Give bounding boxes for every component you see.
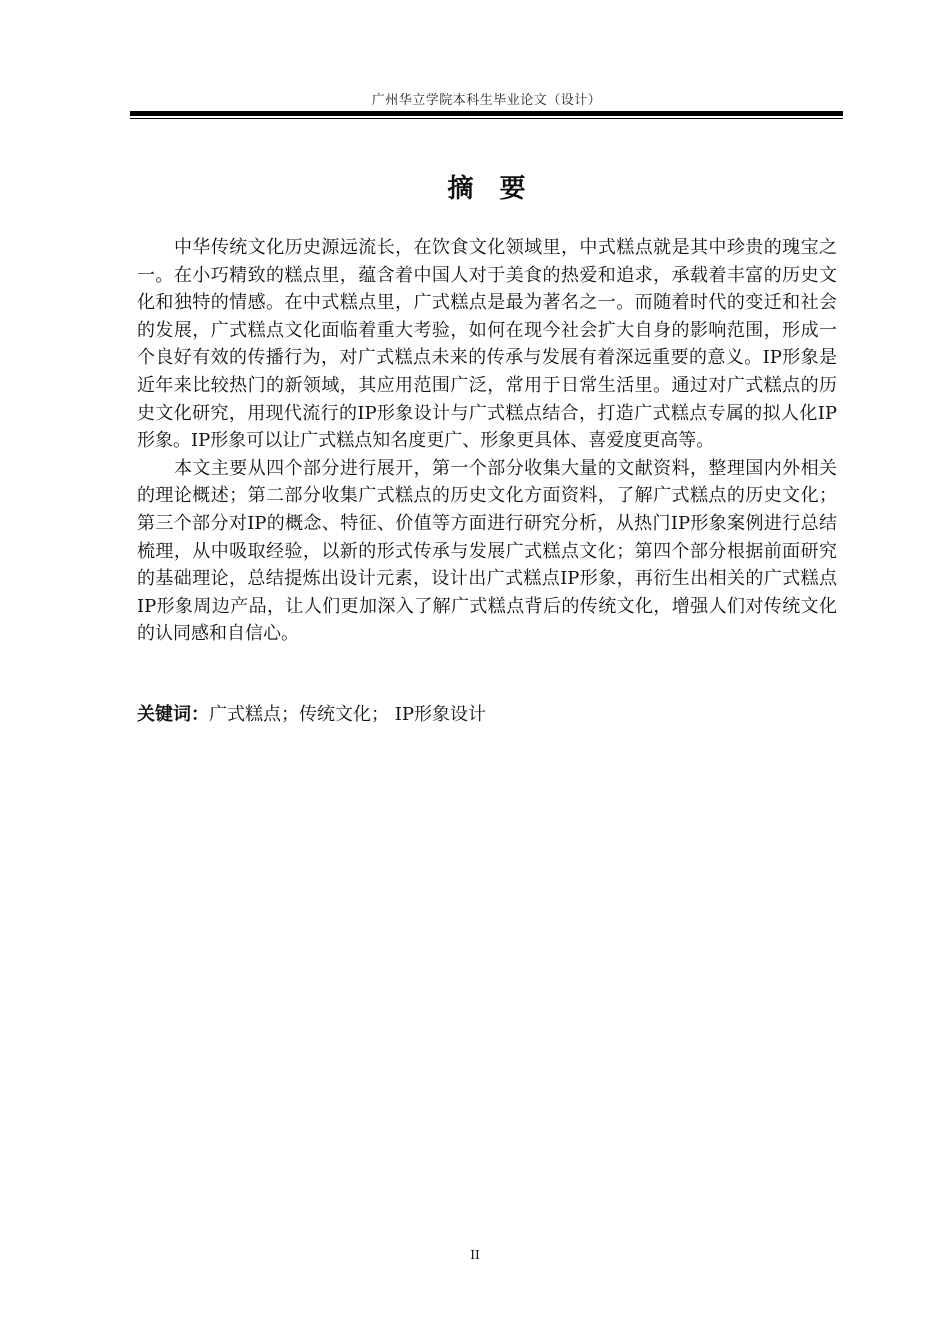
header-rule-thin (130, 118, 843, 119)
abstract-paragraph-1: 中华传统文化历史源远流长，在饮食文化领域里，中式糕点就是其中珍贵的瑰宝之一。在小巧精致的糕点里，蕴含着中国人对于美食的热爱和追求，承载着丰富的历史文化和独特的情感。在中式糕点里，广式糕点是最为著名之一。而随着时代的变迁和社会的发展，广式糕点文化面临着重大考验，如何在现今社会扩大自身的影响范围，形成一个良好有效的传播行为，对广式糕点未来的传承与发展有着深远重要的意义。IP形象是近年来比较热门的新领域，其应用范围广泛，常用于日常生活里。通过对广式糕点的历史文化研究，用现代流行的IP形象设计与广式糕点结合，打造广式糕点专属的拟人化IP形象。IP形象可以让广式糕点知名度更广、形象更具体、喜爱度更高等。 (137, 237, 837, 452)
keywords-line (137, 701, 837, 728)
abstract-paragraph-2: 本文主要从四个部分进行展开，第一个部分收集大量的文献资料，整理国内外相关的理论概述；第二部分收集广式糕点的历史文化方面资料，了解广式糕点的历史文化；第三个部分对IP的概念、特征、价值等方面进行研究分析，从热门IP形象案例进行总结梳理，从中吸取经验，以新的形式传承与发展广式糕点文化；第四个部分根据前面研究的基础理论，总结提炼出设计元素，设计出广式糕点IP形象，再衍生出相关的广式糕点IP形象周边产品，让人们更加深入了解广式糕点背后的传统文化，增强人们对传统文化的认同感和自信心。 (137, 457, 837, 645)
keywords-label: 关键词： (137, 704, 209, 725)
abstract-title: 摘要 (447, 174, 552, 204)
running-header: 广州华立学院本科生毕业论文（设计） (371, 93, 602, 108)
header-rule-thick (130, 111, 843, 116)
keywords-value: 广式糕点；传统文化； IP形象设计 (209, 704, 486, 725)
page-number: II (470, 1248, 480, 1262)
abstract-body (137, 234, 837, 648)
